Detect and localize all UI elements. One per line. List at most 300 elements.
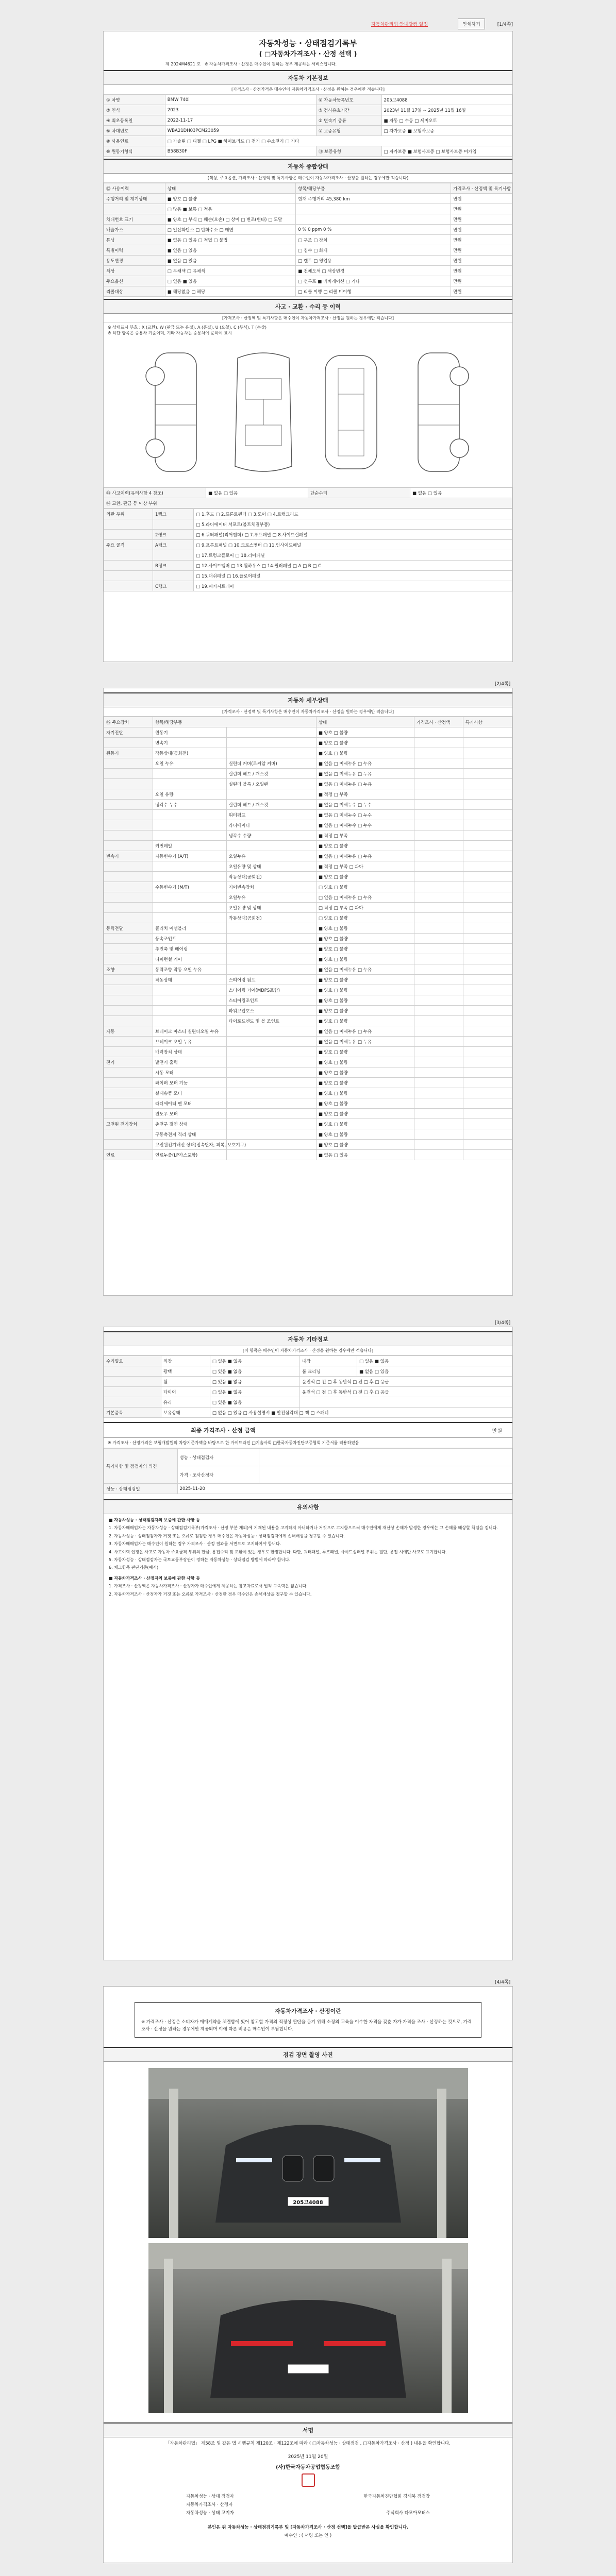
table-row bbox=[104, 1006, 512, 1016]
part-cell: 실린더 블록 / 오일팬 bbox=[226, 779, 316, 789]
item-cell: 클러치 어셈블리 bbox=[153, 923, 227, 934]
table-row bbox=[104, 1397, 512, 1408]
item-cell: 오일 유량 bbox=[153, 789, 227, 800]
price-cell bbox=[414, 913, 463, 923]
status-cell: 현재 주행거리 45,380 km bbox=[296, 194, 451, 204]
status-cell bbox=[104, 204, 165, 214]
price-cell bbox=[414, 934, 463, 944]
note-cell bbox=[463, 1119, 512, 1129]
price-cell bbox=[414, 779, 463, 789]
other-cell: □ 있음 ■ 없음 bbox=[210, 1356, 299, 1366]
part-cell bbox=[226, 1098, 316, 1109]
part-cell bbox=[226, 1088, 316, 1098]
state-cell: ■ 양호 □ 불량 bbox=[316, 738, 414, 748]
note-cell bbox=[463, 820, 512, 831]
table-row bbox=[104, 851, 512, 861]
other-cell: 수리필요 bbox=[104, 1356, 161, 1366]
price-cell bbox=[414, 1088, 463, 1098]
frame-cell bbox=[104, 571, 153, 581]
col-header: 상태 bbox=[165, 183, 295, 194]
special-notes-label: 특기사항 및 점검자의 의견 bbox=[104, 1449, 178, 1484]
table-row bbox=[104, 266, 512, 276]
table-row bbox=[104, 1109, 512, 1119]
other-info-sub: [이 항목은 매수인이 자동차가격조사 · 산정을 원하는 경우에만 적습니다] bbox=[104, 1346, 512, 1355]
frame-cell bbox=[104, 530, 153, 540]
table-row bbox=[104, 831, 512, 841]
item-cell: 발전기 출력 bbox=[153, 1057, 227, 1067]
note-cell bbox=[463, 872, 512, 882]
frame-cell: □ 17.트렁크플로어 □ 18.리어패널 bbox=[194, 550, 512, 561]
detail-title: 자동차 세부상태 bbox=[104, 692, 512, 707]
table-row bbox=[104, 1098, 512, 1109]
item-cell bbox=[153, 861, 227, 872]
price-cell bbox=[414, 820, 463, 831]
page-4 bbox=[103, 1986, 513, 2563]
status-cell: ■ 전체도색 □ 색상변경 bbox=[296, 266, 451, 276]
table-row bbox=[104, 256, 512, 266]
table-row bbox=[104, 1067, 512, 1078]
note-cell bbox=[463, 1140, 512, 1150]
table-row bbox=[104, 1366, 512, 1377]
state-cell: ■ 없음 □ 미세누수 □ 누수 bbox=[316, 800, 414, 810]
other-cell: 유리 bbox=[161, 1397, 210, 1408]
state-cell: ■ 없음 □ 미세누수 □ 누수 bbox=[316, 810, 414, 820]
other-cell: 룸 크리닝 bbox=[300, 1366, 357, 1377]
table-row bbox=[104, 540, 512, 550]
status-cell: 특별이력 bbox=[104, 245, 165, 256]
other-cell: 내장 bbox=[300, 1356, 357, 1366]
notice-item: 3. 자동차매매업자는 매수인이 원하는 경우 가격조사 · 산정 결과를 서면으로 고지하여야 합니다. bbox=[109, 1541, 281, 1547]
table-row bbox=[104, 995, 512, 1006]
state-cell: □ 없음 □ 미세누유 □ 누유 bbox=[316, 892, 414, 903]
frame-cell: 외판 부위 bbox=[104, 509, 153, 519]
device-cell bbox=[104, 1088, 153, 1098]
part-cell: 실린더 헤드 / 개스킷 bbox=[226, 800, 316, 810]
state-cell: ■ 양호 □ 불량 bbox=[316, 1078, 414, 1088]
label: ⑥ 차대번호 bbox=[104, 126, 165, 136]
topbar bbox=[103, 19, 513, 30]
part-cell bbox=[226, 1037, 316, 1047]
table-row bbox=[104, 882, 512, 892]
table-row bbox=[104, 571, 512, 581]
part-cell bbox=[226, 841, 316, 851]
item-cell bbox=[153, 913, 227, 923]
part-cell bbox=[226, 748, 316, 758]
label: ③ 검사유효기간 bbox=[316, 105, 381, 115]
other-cell: 운전석 □ 전 □ 후 동반석 □ 전 □ 후 □ 응급 bbox=[300, 1387, 512, 1397]
price-cell bbox=[414, 903, 463, 913]
part-cell bbox=[226, 1026, 316, 1037]
frame-heading: ⑭ 교환, 판금 등 이상 부위 bbox=[104, 498, 512, 509]
other-cell: 휠 bbox=[161, 1377, 210, 1387]
value: 2023년 11월 17일 ~ 2025년 11월 16일 bbox=[381, 105, 512, 115]
other-cell: 보유상태 bbox=[161, 1408, 210, 1418]
device-cell bbox=[104, 861, 153, 872]
note-cell bbox=[463, 1078, 512, 1088]
col-header: 항목/해당부품 bbox=[296, 183, 451, 194]
part-cell: 기어변속장치 bbox=[226, 882, 316, 892]
frame-cell: □ 15.대쉬패널 □ 16.플로어패널 bbox=[194, 571, 512, 581]
table-row bbox=[104, 245, 512, 256]
frame-table bbox=[104, 509, 512, 591]
state-cell: ■ 없음 □ 있음 bbox=[316, 1150, 414, 1160]
status-cell: ■ 양호 □ 불량 bbox=[165, 194, 295, 204]
state-cell: ■ 양호 □ 불량 bbox=[316, 1047, 414, 1057]
state-cell: ■ 양호 □ 불량 bbox=[316, 975, 414, 985]
status-cell: 만원 bbox=[451, 214, 512, 225]
note-cell bbox=[463, 769, 512, 779]
price-cell bbox=[414, 810, 463, 820]
note-cell bbox=[463, 975, 512, 985]
part-cell: 오일유량 및 상태 bbox=[226, 903, 316, 913]
table-row bbox=[104, 975, 512, 985]
simple-repair-value: ■ 없음 □ 있음 bbox=[410, 488, 512, 498]
status-cell: 배출가스 bbox=[104, 225, 165, 235]
device-cell bbox=[104, 789, 153, 800]
item-cell: 충전구 절연 상태 bbox=[153, 1119, 227, 1129]
item-cell: 브레이크 마스터 실린더오일 누유 bbox=[153, 1026, 227, 1037]
page-number: [1/4쪽] bbox=[497, 22, 513, 27]
item-cell: 원동기 bbox=[153, 727, 227, 738]
item-cell: 시동 모터 bbox=[153, 1067, 227, 1078]
part-cell: 냉각수 수량 bbox=[226, 831, 316, 841]
part-cell bbox=[226, 964, 316, 975]
note-cell bbox=[463, 1067, 512, 1078]
part-cell bbox=[226, 1057, 316, 1067]
device-cell bbox=[104, 738, 153, 748]
status-cell: □ 구조 □ 장치 bbox=[296, 235, 451, 245]
price-cell bbox=[414, 954, 463, 964]
note-cell bbox=[463, 861, 512, 872]
col-header: ⑮ 주요장치 bbox=[104, 717, 153, 727]
note-cell bbox=[463, 913, 512, 923]
col-header: 가격조사 · 산정액 bbox=[414, 717, 463, 727]
status-cell: 차대번호 표기 bbox=[104, 214, 165, 225]
part-cell bbox=[226, 954, 316, 964]
value: BMW 740i bbox=[165, 95, 316, 105]
sign-date: 2025년 11월 20일 bbox=[288, 2454, 328, 2460]
car-side-right bbox=[397, 348, 480, 477]
price-cell bbox=[414, 841, 463, 851]
status-cell bbox=[296, 214, 451, 225]
item-cell bbox=[153, 903, 227, 913]
value: 2022-11-17 bbox=[165, 115, 316, 126]
frame-cell: □ 9.프론트패널 □ 10.크로스멤버 □ 11.인사이드패널 bbox=[194, 540, 512, 550]
price-cell bbox=[414, 1109, 463, 1119]
status-cell: 만원 bbox=[451, 256, 512, 266]
status-cell: 색상 bbox=[104, 266, 165, 276]
doc-note: ※ 자동차가격조사 · 산정은 매수인이 원하는 경우 제공하는 서비스입니다. bbox=[204, 62, 337, 66]
accident-title: 사고 · 교환 · 수리 등 이력 bbox=[104, 299, 512, 314]
state-cell: ■ 양호 □ 불량 bbox=[316, 944, 414, 954]
device-cell bbox=[104, 944, 153, 954]
note-cell bbox=[463, 758, 512, 769]
table-row bbox=[104, 235, 512, 245]
state-cell: ■ 양호 □ 불량 bbox=[316, 1129, 414, 1140]
note-cell bbox=[463, 727, 512, 738]
status-cell: □ 무채색 □ 유채색 bbox=[165, 266, 295, 276]
table-row bbox=[104, 861, 512, 872]
state-cell: ■ 없음 □ 미세누유 □ 누유 bbox=[316, 851, 414, 861]
device-cell bbox=[104, 1078, 153, 1088]
document-subtitle: ( □자동차가격조사 · 산정 선택 ) bbox=[259, 50, 357, 58]
part-cell: 스티어링 기어(MDPS포함) bbox=[226, 985, 316, 995]
notice-link[interactable]: 자동차관리법 안내닷컴 일정 bbox=[371, 22, 428, 27]
item-cell: 실내송풍 모터 bbox=[153, 1088, 227, 1098]
status-cell: ■ 해당없음 □ 해당 bbox=[165, 286, 295, 297]
other-cell: □ 있음 ■ 없음 bbox=[210, 1387, 299, 1397]
note-cell bbox=[463, 1129, 512, 1140]
device-cell bbox=[104, 758, 153, 769]
table-row bbox=[104, 1078, 512, 1088]
price-cell bbox=[414, 1119, 463, 1129]
notice-heading-2: ■ 자동차가격조사 · 산정자의 보증에 관한 사항 등 bbox=[109, 1575, 200, 1581]
label: ⑤ 변속기 종류 bbox=[316, 115, 381, 126]
device-cell bbox=[104, 820, 153, 831]
page-1 bbox=[103, 31, 513, 662]
part-cell bbox=[226, 1078, 316, 1088]
final-price-unit: 만원 bbox=[492, 1428, 502, 1434]
price-cell bbox=[414, 789, 463, 800]
status-cell: 만원 bbox=[451, 245, 512, 256]
basic-info-title: 자동차 기본정보 bbox=[104, 70, 512, 85]
label: ④ 최초등록일 bbox=[104, 115, 165, 126]
other-cell: 운전석 □ 전 □ 후 동반석 □ 전 □ 후 □ 응급 bbox=[300, 1377, 512, 1387]
device-cell bbox=[104, 1067, 153, 1078]
table-row bbox=[104, 892, 512, 903]
item-cell: 오일 누유 bbox=[153, 758, 227, 769]
item-cell bbox=[153, 995, 227, 1006]
device-cell bbox=[104, 985, 153, 995]
item-cell: 배력장치 상태 bbox=[153, 1047, 227, 1057]
label: ⑩ 원동기형식 bbox=[104, 146, 165, 157]
price-cell bbox=[414, 1016, 463, 1026]
price-cell bbox=[414, 758, 463, 769]
price-cell bbox=[414, 985, 463, 995]
note-cell bbox=[463, 1109, 512, 1119]
frame-cell: □ 19.패키지트레이 bbox=[194, 581, 512, 591]
table-row bbox=[104, 530, 512, 540]
notice-body bbox=[104, 1514, 512, 1602]
label: ⑦ 보증유형 bbox=[316, 126, 381, 136]
item-cell: 디퍼런셜 기어 bbox=[153, 954, 227, 964]
price-cell bbox=[414, 892, 463, 903]
table-row bbox=[104, 1026, 512, 1037]
price-cell bbox=[414, 1078, 463, 1088]
status-cell: ■ 없음 □ 있음 bbox=[165, 245, 295, 256]
price-cell bbox=[414, 769, 463, 779]
other-info-table bbox=[104, 1355, 512, 1418]
notice-title: 유의사항 bbox=[104, 1499, 512, 1514]
table-row bbox=[104, 789, 512, 800]
table-row bbox=[104, 841, 512, 851]
item-cell: 고전원전기배선 상태(접속단자, 피복, 보호기구) bbox=[153, 1140, 227, 1150]
item-cell bbox=[153, 810, 227, 820]
state-cell: ■ 양호 □ 불량 bbox=[316, 872, 414, 882]
other-info-title: 자동차 기타정보 bbox=[104, 1331, 512, 1346]
signer-role: 자동차가격조사 · 산정자 bbox=[186, 2502, 233, 2507]
note-cell bbox=[463, 892, 512, 903]
device-cell bbox=[104, 882, 153, 892]
device-cell bbox=[104, 769, 153, 779]
seal-stamp bbox=[302, 2473, 315, 2487]
item-cell bbox=[153, 872, 227, 882]
note-cell bbox=[463, 779, 512, 789]
state-cell: ■ 양호 □ 불량 bbox=[316, 727, 414, 738]
detail-table bbox=[104, 717, 512, 1160]
col-header: 특기사항 bbox=[463, 717, 512, 727]
item-cell bbox=[153, 831, 227, 841]
table-row bbox=[104, 286, 512, 297]
part-cell bbox=[226, 1129, 316, 1140]
appraiser-label: 가격 · 조사산정자 bbox=[177, 1466, 259, 1484]
item-cell: 자동변속기 (A/T) bbox=[153, 851, 227, 861]
other-cell: □ 있음 ■ 없음 bbox=[210, 1397, 299, 1408]
state-cell: ■ 양호 □ 불량 bbox=[316, 1098, 414, 1109]
basic-info-sub: [가격조사 · 산정가격은 매수인이 자동차가격조사 · 산정을 원하는 경우에만 적습니다] bbox=[104, 85, 512, 94]
sign-title: 서명 bbox=[104, 2422, 512, 2437]
sign-org: (사)한국자동차공업협동조합 bbox=[275, 2464, 341, 2470]
status-cell: 만원 bbox=[451, 286, 512, 297]
state-cell: ■ 양호 □ 불량 bbox=[316, 748, 414, 758]
other-cell: 외장 bbox=[161, 1356, 210, 1366]
page-3 bbox=[103, 1327, 513, 1960]
status-cell: 만원 bbox=[451, 276, 512, 286]
accident-history-table bbox=[104, 487, 512, 509]
part-cell bbox=[226, 944, 316, 954]
notice-item: 1. 자동차매매업자는 자동차성능 · 상태점검기록부(가격조사 · 산정 부분 제외)에 기재된 내용을 고지하지 아니하거나 거짓으로 고지함으로써 매수인에게 재산상 손해가 발생한 경우에는 그 손해를 배상할 책임을 집니다. bbox=[109, 1526, 498, 1531]
device-cell bbox=[104, 903, 153, 913]
status-cell: □ 렌트 □ 영업용 bbox=[296, 256, 451, 266]
note-cell bbox=[463, 1088, 512, 1098]
price-cell bbox=[414, 1129, 463, 1140]
part-cell bbox=[226, 727, 316, 738]
price-cell bbox=[414, 882, 463, 892]
item-cell: 커먼레일 bbox=[153, 841, 227, 851]
inspection-date-value: 2025-11-20 bbox=[177, 1484, 512, 1494]
price-cell bbox=[414, 1150, 463, 1160]
item-cell: 작동상태 bbox=[153, 975, 227, 985]
item-cell: 구동축전지 격리 상태 bbox=[153, 1129, 227, 1140]
frame-cell: B랭크 bbox=[153, 561, 194, 571]
frame-cell: A랭크 bbox=[153, 540, 194, 550]
note-cell bbox=[463, 789, 512, 800]
device-cell: 자기진단 bbox=[104, 727, 153, 738]
table-row bbox=[104, 509, 512, 519]
simple-repair-label: 단순수리 bbox=[308, 488, 410, 498]
price-cell bbox=[414, 975, 463, 985]
col-header: 상태 bbox=[316, 717, 414, 727]
device-cell: 변속기 bbox=[104, 851, 153, 861]
status-cell: 0 % 0 ppm 0 % bbox=[296, 225, 451, 235]
item-cell bbox=[153, 1016, 227, 1026]
device-cell bbox=[104, 1129, 153, 1140]
table-row bbox=[104, 581, 512, 591]
note-cell bbox=[463, 810, 512, 820]
part-cell: 오일누유 bbox=[226, 892, 316, 903]
note-cell bbox=[463, 831, 512, 841]
table-row bbox=[104, 1119, 512, 1129]
part-cell bbox=[226, 1109, 316, 1119]
status-cell: 용도변경 bbox=[104, 256, 165, 266]
status-cell: 만원 bbox=[451, 204, 512, 214]
note-cell bbox=[463, 1047, 512, 1057]
table-row bbox=[104, 204, 512, 214]
state-cell: ■ 적정 □ 부족 bbox=[316, 789, 414, 800]
price-cell bbox=[414, 1140, 463, 1150]
table-row bbox=[104, 194, 512, 204]
frame-cell bbox=[104, 581, 153, 591]
status-table bbox=[104, 183, 512, 297]
note-cell bbox=[463, 944, 512, 954]
item-cell: 동력조향 작동 오일 누유 bbox=[153, 964, 227, 975]
table-row bbox=[104, 934, 512, 944]
signer-name: 한국자동차진단협회 경세북 점검장 bbox=[363, 2494, 430, 2499]
note-cell bbox=[463, 985, 512, 995]
special-notes-table bbox=[104, 1448, 512, 1494]
table-row bbox=[104, 1408, 512, 1418]
state-cell: □ 양호 □ 불량 bbox=[316, 913, 414, 923]
frame-cell bbox=[153, 519, 194, 530]
inspection-photo-rear bbox=[148, 2243, 468, 2413]
car-side-left bbox=[135, 348, 217, 477]
accident-history-label: ⑬ 사고이력(유의사항 4 참조) bbox=[104, 488, 206, 498]
state-cell: ■ 양호 □ 불량 bbox=[316, 995, 414, 1006]
part-cell bbox=[226, 738, 316, 748]
inspection-photo-front bbox=[148, 2068, 468, 2238]
page-4-number: [4/4쪽] bbox=[495, 1980, 511, 1985]
print-button[interactable]: 인쇄하기 bbox=[458, 19, 485, 29]
label: ① 차명 bbox=[104, 95, 165, 105]
price-cell bbox=[414, 923, 463, 934]
label: ⑨ 자동차등록번호 bbox=[316, 95, 381, 105]
status-cell bbox=[296, 204, 451, 214]
value: □ 자가보증 ■ 보험사보증 □ 보험사보증 미가입 bbox=[381, 146, 512, 157]
table-row bbox=[104, 1057, 512, 1067]
appraisal-box bbox=[135, 2002, 481, 2038]
state-cell: ■ 양호 □ 불량 bbox=[316, 1067, 414, 1078]
note-cell bbox=[463, 1016, 512, 1026]
device-cell bbox=[104, 872, 153, 882]
price-cell bbox=[414, 872, 463, 882]
item-cell bbox=[153, 1006, 227, 1016]
frame-cell: 2랭크 bbox=[153, 530, 194, 540]
frame-cell: □ 1.후드 □ 2.프론트펜더 □ 3.도어 □ 4.트렁크리드 bbox=[194, 509, 512, 519]
note-cell bbox=[463, 1037, 512, 1047]
table-row bbox=[104, 276, 512, 286]
table-row bbox=[104, 748, 512, 758]
device-cell bbox=[104, 1098, 153, 1109]
note-cell bbox=[463, 851, 512, 861]
inspection-date-label: 성능 · 상태점검일 bbox=[104, 1484, 178, 1494]
item-cell bbox=[153, 892, 227, 903]
appraiser-opinion bbox=[259, 1466, 512, 1484]
value: 2023 bbox=[165, 105, 316, 115]
item-cell: 냉각수 누수 bbox=[153, 800, 227, 810]
note-cell bbox=[463, 923, 512, 934]
frame-cell bbox=[153, 550, 194, 561]
device-cell bbox=[104, 841, 153, 851]
other-cell: □ 있음 ■ 없음 bbox=[357, 1356, 512, 1366]
item-cell bbox=[153, 769, 227, 779]
page-2 bbox=[103, 688, 513, 1296]
part-cell bbox=[226, 923, 316, 934]
table-row bbox=[104, 944, 512, 954]
other-cell bbox=[104, 1377, 161, 1387]
state-cell: ■ 양호 □ 불량 bbox=[316, 841, 414, 851]
other-cell: 광택 bbox=[161, 1366, 210, 1377]
note-cell bbox=[463, 1026, 512, 1037]
